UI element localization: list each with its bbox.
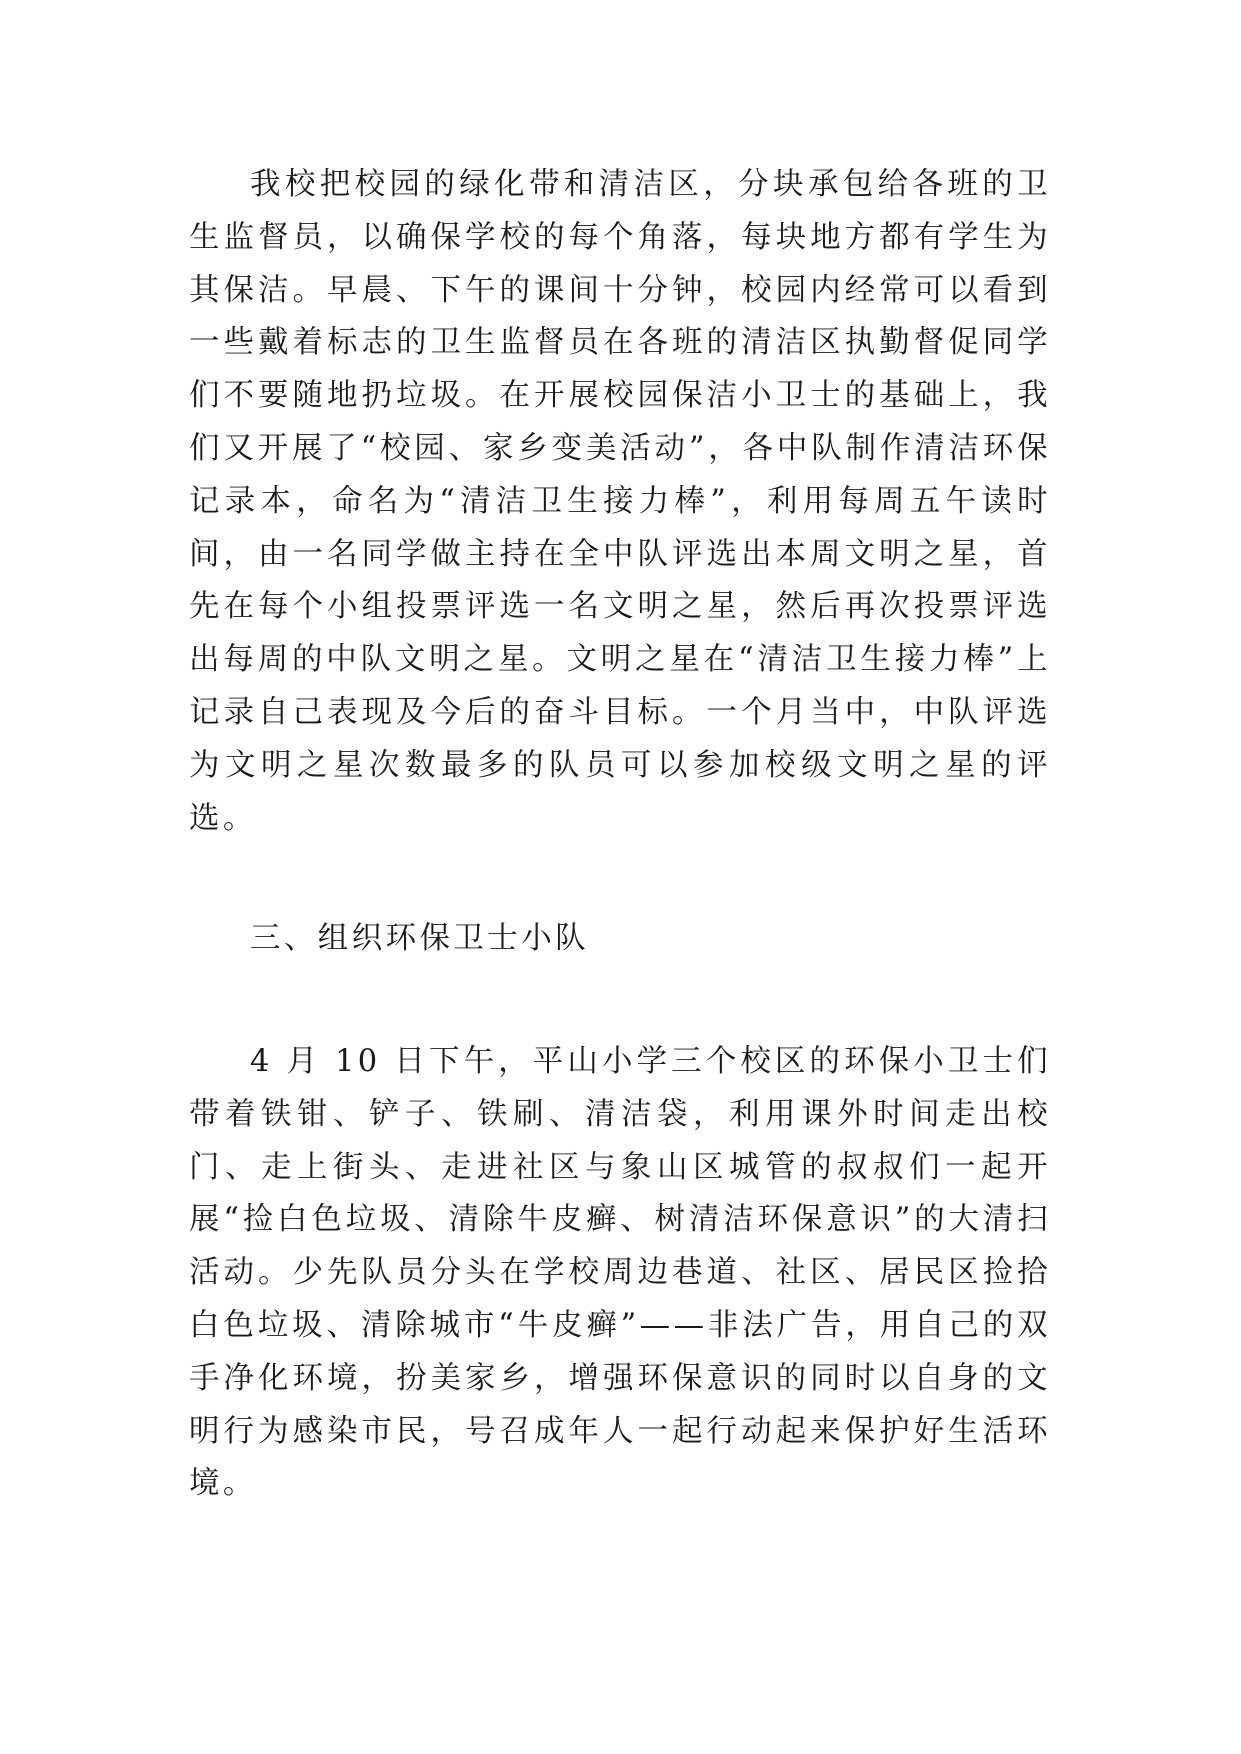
body-paragraph: 我校把校园的绿化带和清洁区，分块承包给各班的卫生监督员，以确保学校的每个角落，每块地方都有学生为其保洁。早晨、下午的课间十分钟，校园内经常可以看到一些戴着标志的卫生监督员在各班的清洁区执勤督促同学们不要随地扔垃圾。在开展校园保洁小卫士的基础上，我们又开展了“校园、家乡变美活动”，各中队制作清洁环保记录本，命名为“清洁卫生接力棒”，利用每周五午读时间，由一名同学做主持在全中队评选出本周文明之星，首先在每个小组投票评选一名文明之星，然后再次投票评选出每周的中队文明之星。文明之星在“清洁卫生接力棒”上记录自己表现及今后的奋斗目标。一个月当中，中队评选为文明之星次数最多的队员可以参加校级文明之星的评选。 (189, 167, 1051, 836)
body-paragraph: 4 月 10 日下午，平山小学三个校区的环保小卫士们带着铁钳、铲子、铁刷、清洁袋，利用课外时间走出校门、走上街头、走进社区与象山区城管的叔叔们一起开展“捡白色垃圾、清除牛皮癣、树清洁环保意识”的大清扫活动。少先队员分头在学校周边巷道、社区、居民区捡拾白色垃圾、清除城市“牛皮癣”——非法广告，用自己的双手净化环境，扮美家乡，增强环保意识的同时以自身的文明行为感染市民，号召成年人一起行动起来保护好生活环境。 (189, 1044, 1051, 1502)
section-heading: 三、组织环保卫士小队 (250, 921, 589, 956)
